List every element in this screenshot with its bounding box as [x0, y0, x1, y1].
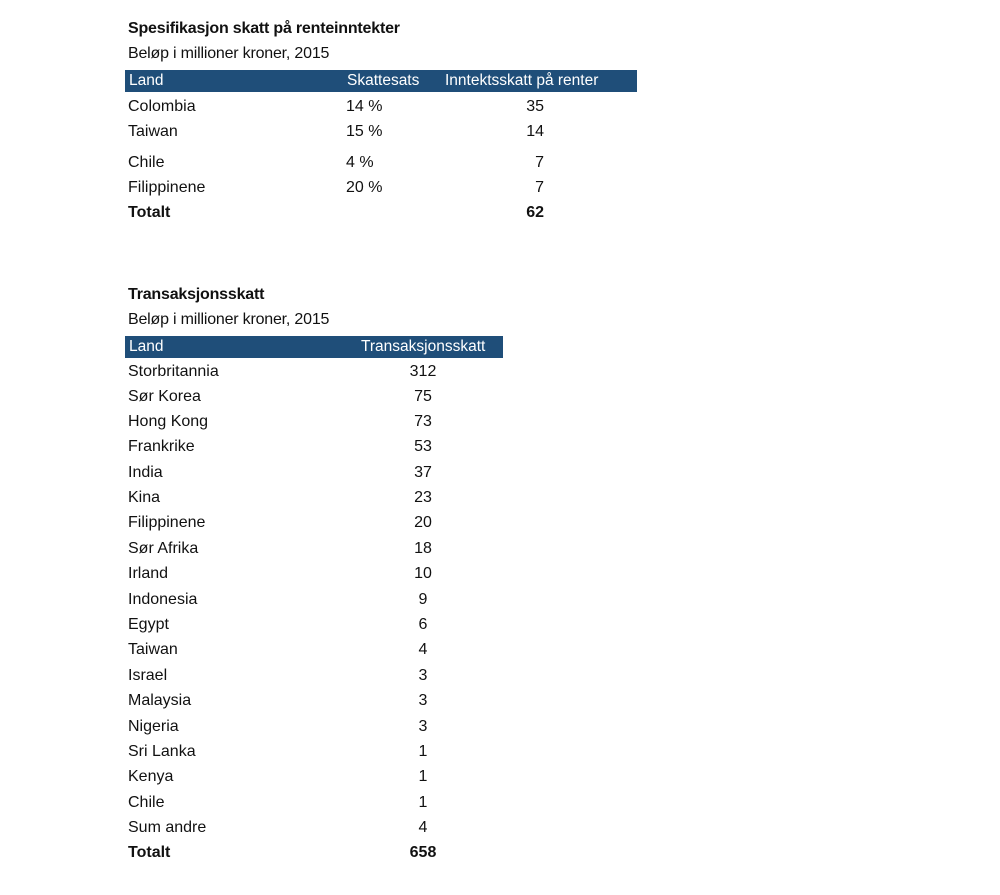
table-row — [0, 637, 1000, 662]
row-amount: 37 — [414, 464, 432, 481]
row-amount: 14 — [526, 123, 544, 140]
total-amount: 658 — [409, 844, 437, 861]
row-rate: 4 % — [346, 154, 374, 171]
row-land: Taiwan — [128, 641, 178, 658]
table-row — [0, 510, 1000, 535]
header-transaction-amount: Transaksjonsskatt — [361, 338, 486, 355]
row-land: Irland — [128, 565, 169, 582]
transaction-tax-header — [125, 336, 503, 358]
row-amount: 7 — [535, 179, 544, 196]
table-row — [0, 663, 1000, 688]
table-row — [0, 119, 1000, 144]
row-land: Filippinene — [128, 179, 206, 196]
row-amount: 1 — [418, 768, 428, 785]
row-amount: 10 — [414, 565, 432, 582]
table-row — [0, 587, 1000, 612]
row-rate: 20 % — [346, 179, 383, 196]
row-land: Malaysia — [128, 692, 192, 709]
row-land: Sør Korea — [128, 388, 201, 405]
table-row — [0, 612, 1000, 637]
row-land: Storbritannia — [128, 363, 219, 380]
total-label: Totalt — [128, 204, 171, 221]
row-amount: 23 — [414, 489, 432, 506]
row-amount: 3 — [418, 718, 428, 735]
row-land: Nigeria — [128, 718, 179, 735]
table-row — [0, 561, 1000, 586]
row-land: Israel — [128, 667, 168, 684]
row-land: Taiwan — [128, 123, 178, 140]
row-land: Egypt — [128, 616, 169, 633]
row-amount: 73 — [414, 413, 432, 430]
header-land: Land — [129, 72, 164, 89]
header-land: Land — [129, 338, 164, 355]
table-row — [0, 764, 1000, 789]
table-row — [0, 434, 1000, 459]
row-amount: 6 — [418, 616, 428, 633]
total-row — [0, 200, 1000, 225]
interest-tax-header — [125, 70, 637, 92]
table-row — [0, 688, 1000, 713]
row-amount: 7 — [535, 154, 544, 171]
table-row — [0, 359, 1000, 384]
transaction-tax-title: Transaksjonsskatt — [128, 286, 265, 303]
row-land: Kenya — [128, 768, 174, 785]
table-row — [0, 485, 1000, 510]
table-row — [0, 739, 1000, 764]
row-amount: 18 — [414, 540, 432, 557]
transaction-tax-subtitle: Beløp i millioner kroner, 2015 — [128, 311, 330, 328]
row-amount: 53 — [414, 438, 432, 455]
interest-tax-title: Spesifikasjon skatt på renteinntekter — [128, 20, 400, 37]
row-land: Sør Afrika — [128, 540, 199, 557]
row-amount: 4 — [418, 641, 428, 658]
row-amount: 1 — [418, 794, 428, 811]
table-row — [0, 94, 1000, 119]
table-row — [0, 815, 1000, 840]
row-land: Chile — [128, 794, 165, 811]
table-row — [0, 536, 1000, 561]
row-rate: 14 % — [346, 98, 383, 115]
row-amount: 20 — [414, 514, 432, 531]
total-amount: 62 — [526, 204, 544, 221]
table-row — [0, 714, 1000, 739]
row-land: India — [128, 464, 163, 481]
header-interest-amount: Inntektsskatt på renter — [445, 72, 599, 89]
table-row — [0, 384, 1000, 409]
row-amount: 9 — [418, 591, 428, 608]
row-amount: 3 — [418, 692, 428, 709]
row-land: Filippinene — [128, 514, 206, 531]
row-amount: 35 — [526, 98, 544, 115]
table-row — [0, 460, 1000, 485]
row-land: Hong Kong — [128, 413, 209, 430]
total-row — [0, 840, 1000, 865]
interest-tax-subtitle: Beløp i millioner kroner, 2015 — [128, 45, 330, 62]
table-row — [0, 409, 1000, 434]
row-amount: 312 — [409, 363, 437, 380]
row-land: Sum andre — [128, 819, 207, 836]
row-rate: 15 % — [346, 123, 383, 140]
row-amount: 1 — [418, 743, 428, 760]
row-land: Indonesia — [128, 591, 198, 608]
row-land: Sri Lanka — [128, 743, 196, 760]
table-row — [0, 175, 1000, 200]
row-land: Kina — [128, 489, 161, 506]
row-land: Colombia — [128, 98, 196, 115]
row-land: Chile — [128, 154, 165, 171]
row-amount: 75 — [414, 388, 432, 405]
row-amount: 3 — [418, 667, 428, 684]
table-row — [0, 150, 1000, 175]
total-label: Totalt — [128, 844, 171, 861]
row-land: Frankrike — [128, 438, 195, 455]
table-row — [0, 790, 1000, 815]
header-rate: Skattesats — [347, 72, 420, 89]
row-amount: 4 — [418, 819, 428, 836]
